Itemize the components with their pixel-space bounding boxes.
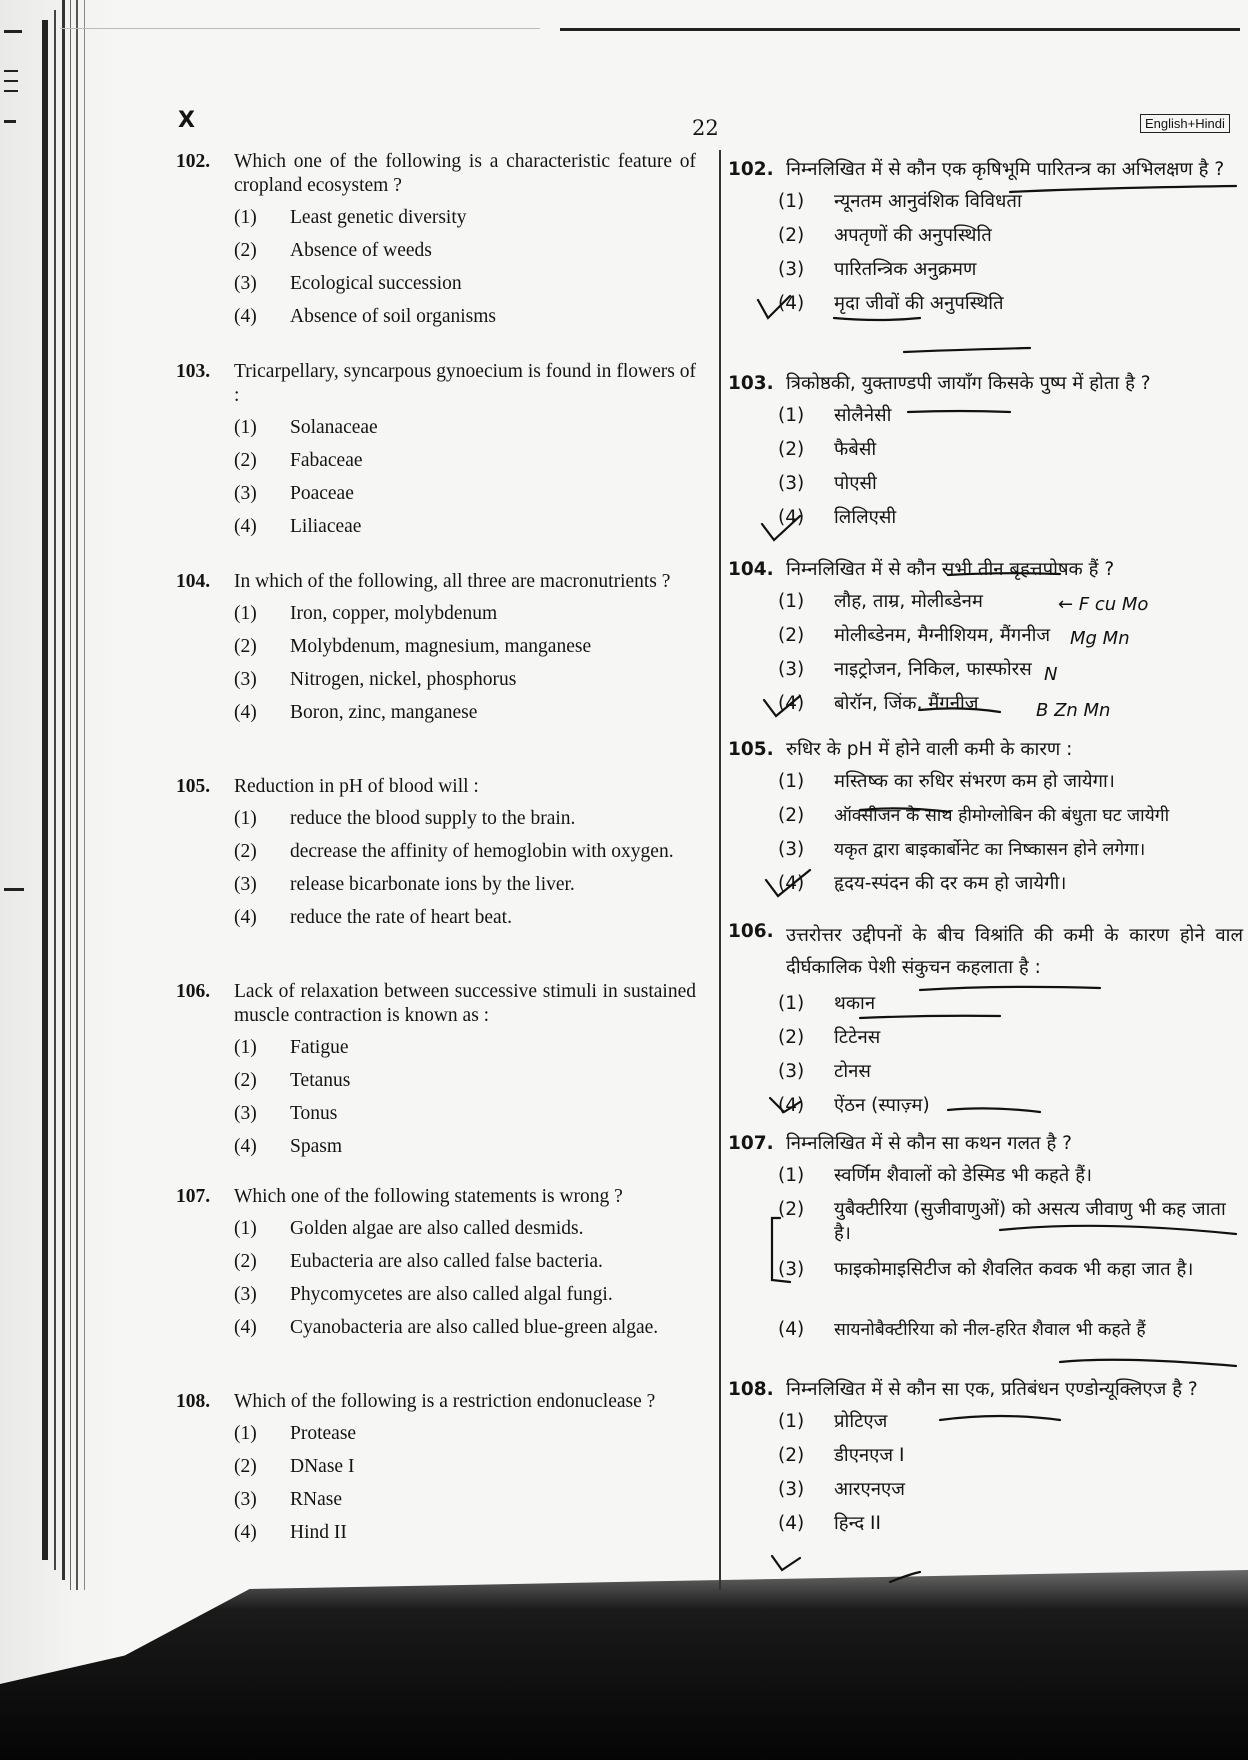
question-stem: त्रिकोष्ठकी, युक्ताण्डपी जायाँग किसके पुष्प में होता है ? <box>786 373 1151 394</box>
option-number: (2) <box>234 1456 257 1477</box>
option-text: Iron, copper, molybdenum <box>290 603 498 624</box>
option-text: decrease the affinity of hemoglobin with oxygen. <box>290 841 674 862</box>
option-number: (3) <box>778 259 805 280</box>
tick-mark <box>772 1556 800 1570</box>
option-number: (4) <box>234 516 257 537</box>
scan-margin-marks <box>0 20 40 920</box>
option-text: Tetanus <box>290 1070 351 1091</box>
option <box>234 602 696 635</box>
option-text: ऐंठन (स्पाज़्म) <box>834 1095 930 1116</box>
options-list <box>778 590 1243 726</box>
option <box>778 1444 1243 1478</box>
question-number: 104. <box>728 559 774 580</box>
options-list <box>778 1164 1243 1352</box>
question-number: 103. <box>176 361 211 382</box>
option <box>234 807 696 840</box>
option <box>778 472 1243 506</box>
option <box>234 1422 696 1455</box>
question-number: 104. <box>176 571 211 592</box>
option-text: Nitrogen, nickel, phosphorus <box>290 669 517 690</box>
options-list <box>778 404 1243 540</box>
question-number: 103. <box>728 373 774 394</box>
option-number: (3) <box>778 1061 805 1082</box>
binding-lines <box>40 0 100 1600</box>
question-en-108 <box>176 1390 696 1554</box>
question-stem: Tricarpellary, syncarpous gynoecium is found in flowers of : <box>234 361 696 406</box>
option <box>234 1102 696 1135</box>
question-stem: Lack of relaxation between successive stimuli in sustained muscle contraction is known as : <box>234 981 696 1026</box>
option <box>778 506 1243 540</box>
option <box>778 438 1243 472</box>
option-number: (1) <box>778 771 805 792</box>
question-stem: रुधिर के pH में होने वाली कमी के कारण : <box>786 739 1073 760</box>
option-number: (2) <box>778 225 805 246</box>
option-text: DNase I <box>290 1456 355 1477</box>
option-number: (2) <box>778 1199 805 1220</box>
option-text: मोलीब्डेनम, मैग्नीशियम, मैंगनीज <box>834 625 1051 646</box>
option-number: (4) <box>234 907 257 928</box>
option <box>234 416 696 449</box>
option-text: Phycomycetes are also called algal fungi. <box>290 1284 613 1305</box>
option-text: RNase <box>290 1489 342 1510</box>
option <box>234 1283 696 1316</box>
option-number: (2) <box>234 841 257 862</box>
option-text: न्यूनतम आनुवंशिक विविधता <box>834 191 1022 212</box>
option-number: (1) <box>234 207 257 228</box>
option-number: (2) <box>778 439 805 460</box>
option <box>234 515 696 548</box>
question-number: 106. <box>176 981 211 1002</box>
top-rule <box>560 28 1240 31</box>
option <box>778 992 1243 1026</box>
question-hi-103 <box>728 372 1243 540</box>
option-text: ऑक्सीजन के साथ हीमोग्लोबिन की बंधुता घट जायेगी <box>834 806 1170 826</box>
option-text: reduce the rate of heart beat. <box>290 907 512 928</box>
option-text: Cyanobacteria are also called blue-green algae. <box>290 1317 659 1338</box>
option-number: (1) <box>234 603 257 624</box>
option <box>234 239 696 272</box>
option-number: (4) <box>234 1317 257 1338</box>
option <box>234 1455 696 1488</box>
option-number: (4) <box>778 1319 805 1340</box>
option-number: (2) <box>234 1070 257 1091</box>
option-text: युबैक्टीरिया (सुजीवाणुओं) को असत्य जीवाणु भी कह जाता है। <box>834 1199 1226 1244</box>
language-badge: English+Hindi <box>1140 114 1230 133</box>
options-list <box>234 1036 696 1168</box>
option-text: हृदय-स्पंदन की दर कम हो जायेगी। <box>834 873 1067 894</box>
option <box>234 449 696 482</box>
question-stem: निम्नलिखित में से कौन एक कृषिभूमि पारितन्त्र का अभिलक्षण है ? <box>786 159 1225 180</box>
option-text: फाइकोमाइसिटीज को शैवलित कवक भी कहा जात है। <box>834 1259 1194 1280</box>
option <box>234 1069 696 1102</box>
option-number: (3) <box>778 1479 805 1500</box>
option-number: (3) <box>234 1103 257 1124</box>
option-number: (2) <box>778 1027 805 1048</box>
option-text: Fatigue <box>290 1037 349 1058</box>
question-hi-105 <box>728 738 1243 906</box>
option-text: reduce the blood supply to the brain. <box>290 808 576 829</box>
option-text: स्वर्णिम शैवालों को डेस्मिड भी कहते हैं। <box>834 1165 1093 1186</box>
option <box>234 635 696 668</box>
question-stem: निम्नलिखित में से कौन सा एक, प्रतिबंधन एण्डोन्यूक्लिएज है ? <box>786 1379 1198 1400</box>
option-text: अपतृणों की अनुपस्थिति <box>834 225 992 246</box>
option-text: फैबेसी <box>834 439 877 460</box>
question-en-104 <box>176 570 696 734</box>
option-text: आरएनएज <box>834 1479 905 1500</box>
question-number: 107. <box>176 1186 211 1207</box>
option <box>778 1478 1243 1512</box>
option-number: (3) <box>778 1259 805 1280</box>
question-en-102 <box>176 150 696 338</box>
option-number: (2) <box>234 636 257 657</box>
option-number: (3) <box>234 273 257 294</box>
option <box>778 190 1243 224</box>
option-number: (2) <box>778 805 805 826</box>
option <box>234 906 696 939</box>
option <box>778 590 1243 624</box>
option <box>234 305 696 338</box>
option <box>778 404 1243 438</box>
option <box>234 1316 696 1349</box>
question-stem: Which of the following is a restriction endonuclease ? <box>234 1391 656 1412</box>
option-text: सोलैनेसी <box>834 405 892 426</box>
option-text: पारितन्त्रिक अनुक्रमण <box>834 259 977 280</box>
question-number: 102. <box>176 151 211 172</box>
option-number: (4) <box>234 702 257 723</box>
option-number: (4) <box>234 306 257 327</box>
question-stem: उत्तरोत्तर उद्दीपनों के बीच विश्रांति की कमी के कारण होने वाल दीर्घकालिक पेशी संकुचन कहलाता है : <box>786 925 1243 978</box>
option-number: (1) <box>234 1218 257 1239</box>
option <box>778 1512 1243 1546</box>
option-text: Tonus <box>290 1103 338 1124</box>
option <box>778 1318 1243 1352</box>
option-number: (3) <box>778 659 805 680</box>
option-text: Molybdenum, magnesium, manganese <box>290 636 592 657</box>
option <box>234 873 696 906</box>
option-text: मस्तिष्क का रुधिर संभरण कम हो जायेगा। <box>834 771 1115 792</box>
option-text: मृदा जीवों की अनुपस्थिति <box>834 293 1004 314</box>
option <box>234 1217 696 1250</box>
option-text: Golden algae are also called desmids. <box>290 1218 584 1239</box>
option-text: Boron, zinc, manganese <box>290 702 478 723</box>
option <box>234 1036 696 1069</box>
options-list <box>234 1217 696 1349</box>
option-number: (2) <box>778 625 805 646</box>
underline-mark <box>904 348 1030 352</box>
option-number: (2) <box>778 1445 805 1466</box>
option <box>234 701 696 734</box>
option <box>778 804 1243 838</box>
column-divider <box>719 150 721 1590</box>
option-text: Liliaceae <box>290 516 362 537</box>
option <box>778 838 1243 872</box>
option-number: (4) <box>778 507 805 528</box>
option-text: थकान <box>834 993 876 1014</box>
options-list <box>234 416 696 548</box>
top-rule-faint <box>60 28 540 29</box>
question-stem: Reduction in pH of blood will : <box>234 776 479 797</box>
options-list <box>778 770 1243 906</box>
option-text: Solanaceae <box>290 417 378 438</box>
scan-shadow-bottom <box>0 1570 1248 1760</box>
option-text: Absence of soil organisms <box>290 306 496 327</box>
option-number: (4) <box>778 293 805 314</box>
option <box>234 668 696 701</box>
option-text: लौह, ताम्र, मोलीब्डेनम <box>834 591 983 612</box>
option-number: (4) <box>778 873 805 894</box>
options-list <box>778 1410 1243 1546</box>
question-number: 108. <box>728 1379 774 1400</box>
option-number: (2) <box>234 450 257 471</box>
question-hi-107 <box>728 1132 1243 1352</box>
option-number: (4) <box>234 1136 257 1157</box>
options-list <box>778 190 1243 326</box>
option-text: यकृत द्वारा बाइकार्बोनेट का निष्कासन होने लगेगा। <box>834 840 1146 860</box>
option-number: (1) <box>778 405 805 426</box>
question-hi-106 <box>728 920 1243 1128</box>
question-stem: In which of the following, all three are macronutrients ? <box>234 571 671 592</box>
option-number: (3) <box>234 1284 257 1305</box>
option <box>778 224 1243 258</box>
question-number: 102. <box>728 159 774 180</box>
option <box>778 1060 1243 1094</box>
option <box>778 1198 1243 1258</box>
option <box>778 1026 1243 1060</box>
option-number: (3) <box>778 839 805 860</box>
option-text: Spasm <box>290 1136 343 1157</box>
option <box>778 258 1243 292</box>
option <box>234 482 696 515</box>
handwritten-note: B Zn Mn <box>1036 700 1111 721</box>
question-hi-102 <box>728 158 1243 326</box>
option-text: हिन्द II <box>834 1513 881 1534</box>
option-text: लिलिएसी <box>834 507 897 528</box>
option <box>778 1410 1243 1444</box>
option <box>778 770 1243 804</box>
question-hi-104 <box>728 558 1243 726</box>
option-number: (4) <box>234 1522 257 1543</box>
option-text: Least genetic diversity <box>290 207 467 228</box>
options-list <box>234 206 696 338</box>
option-number: (3) <box>778 473 805 494</box>
option <box>778 1164 1243 1198</box>
options-list <box>234 1422 696 1554</box>
question-en-105 <box>176 775 696 939</box>
option-number: (3) <box>234 874 257 895</box>
option-number: (1) <box>778 1411 805 1432</box>
option-text: Fabaceae <box>290 450 363 471</box>
question-hi-108 <box>728 1378 1243 1546</box>
option <box>234 272 696 305</box>
option-number: (1) <box>234 1423 257 1444</box>
option <box>778 1094 1243 1128</box>
set-code: X <box>178 108 195 133</box>
option-number: (1) <box>778 1165 805 1186</box>
option-text: बोरॉन, जिंक, मैंगनीज <box>834 693 979 714</box>
option-text: प्रोटिएज <box>834 1411 888 1432</box>
handwritten-note: Mg Mn <box>1070 628 1130 649</box>
option-text: डीएनएज I <box>834 1445 905 1466</box>
underline-mark <box>1060 1360 1236 1366</box>
option <box>778 692 1243 726</box>
question-en-107 <box>176 1185 696 1349</box>
option <box>234 1521 696 1554</box>
option-text: release bicarbonate ions by the liver. <box>290 874 575 895</box>
question-stem: Which one of the following is a characteristic feature of cropland ecosystem ? <box>234 151 696 196</box>
option <box>778 1258 1243 1318</box>
options-list <box>778 992 1243 1128</box>
question-number: 106. <box>728 921 774 942</box>
option <box>234 1135 696 1168</box>
option-number: (2) <box>234 240 257 261</box>
option-number: (1) <box>234 417 257 438</box>
option <box>778 624 1243 658</box>
option <box>234 1250 696 1283</box>
question-number: 105. <box>728 739 774 760</box>
option-text: Hind II <box>290 1522 347 1543</box>
option-text: Ecological succession <box>290 273 462 294</box>
option <box>234 840 696 873</box>
question-en-106 <box>176 980 696 1168</box>
handwritten-note: N <box>1044 664 1058 685</box>
options-list <box>234 807 696 939</box>
option-number: (1) <box>778 591 805 612</box>
option-text: टिटेनस <box>834 1027 881 1048</box>
question-stem: निम्नलिखित में से कौन सभी तीन बृहत्तपोषक हैं ? <box>786 559 1115 580</box>
option-number: (1) <box>234 808 257 829</box>
option-text: Poaceae <box>290 483 354 504</box>
option-number: (4) <box>778 1095 805 1116</box>
option-number: (3) <box>234 669 257 690</box>
option-number: (1) <box>778 191 805 212</box>
question-stem: Which one of the following statements is wrong ? <box>234 1186 623 1207</box>
option-number: (4) <box>778 1513 805 1534</box>
options-list <box>234 602 696 734</box>
option-text: सायनोबैक्टीरिया को नील-हरित शैवाल भी कहते हैं <box>834 1320 1146 1340</box>
option-number: (2) <box>234 1251 257 1272</box>
page-number: 22 <box>692 116 719 140</box>
option-text: नाइट्रोजन, निकिल, फास्फोरस <box>834 659 1032 680</box>
option-number: (3) <box>234 483 257 504</box>
option <box>234 206 696 239</box>
question-number: 107. <box>728 1133 774 1154</box>
option-text: Absence of weeds <box>290 240 432 261</box>
handwritten-note: ← F cu Mo <box>1058 594 1149 615</box>
option <box>778 658 1243 692</box>
option-text: Protease <box>290 1423 357 1444</box>
option-number: (4) <box>778 693 805 714</box>
question-number: 108. <box>176 1391 211 1412</box>
option-number: (3) <box>234 1489 257 1510</box>
option-number: (1) <box>234 1037 257 1058</box>
question-number: 105. <box>176 776 211 797</box>
option <box>778 292 1243 326</box>
question-en-103 <box>176 360 696 548</box>
option-text: टोनस <box>834 1061 871 1082</box>
option-text: पोएसी <box>834 473 877 494</box>
option-text: Eubacteria are also called false bacteria. <box>290 1251 603 1272</box>
question-stem: निम्नलिखित में से कौन सा कथन गलत है ? <box>786 1133 1072 1154</box>
option-number: (1) <box>778 993 805 1014</box>
option <box>778 872 1243 906</box>
option <box>234 1488 696 1521</box>
